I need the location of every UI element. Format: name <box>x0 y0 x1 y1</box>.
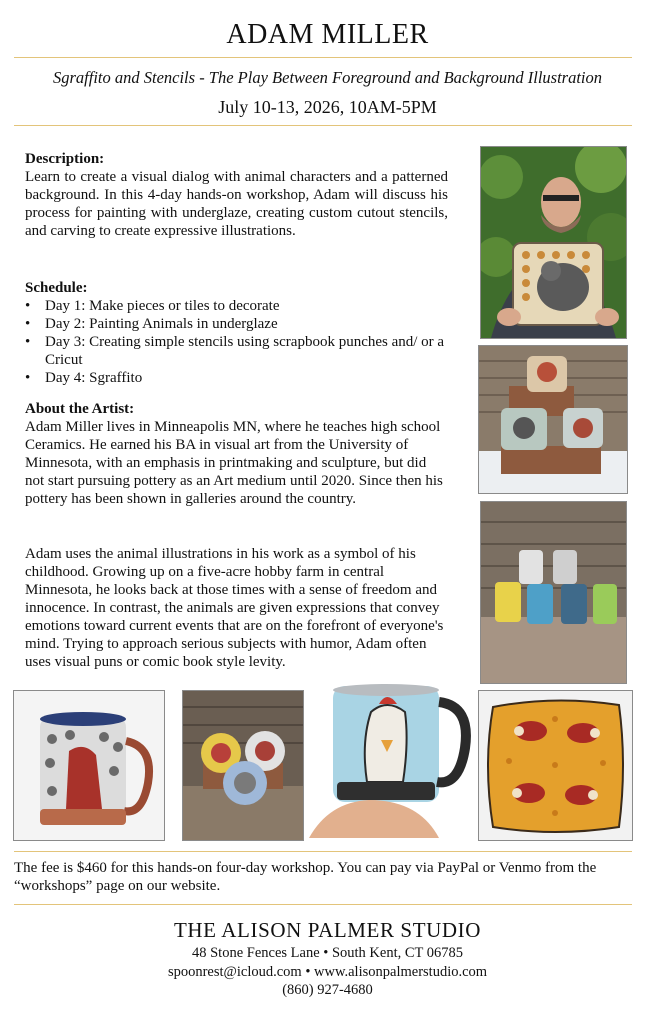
schedule-section <box>25 279 448 387</box>
description-heading: Description: <box>25 151 105 167</box>
divider-top <box>14 57 632 58</box>
description-section <box>25 150 448 240</box>
rooster-plate-photo <box>478 690 633 841</box>
workshop-title: Sgraffito and Stencils - The Play Between Foreground and Background Illustration <box>52 68 602 87</box>
divider-fee-bottom <box>14 904 632 905</box>
divider-fee-top <box>14 851 632 852</box>
stacked-cups-photo <box>478 345 628 494</box>
artist-portrait-photo <box>480 146 627 339</box>
about-paragraph-2: Adam uses the animal illustrations in his work as a symbol of his childhood. Growing up on a five-acre hobby farm in central Minnesota, he looks back at those times with a sense of freedom and innocence. In contrast, the animals are given expressions that convey emotions toward current events that are on the forefront of everyone's mind. Trying to approach serious subjects with humor, Adam often uses visual puns or comic book style levity. <box>25 546 444 670</box>
plates-on-bench-photo <box>182 690 304 841</box>
schedule-heading: Schedule: <box>25 280 88 296</box>
artist-name: ADAM MILLER <box>226 19 429 50</box>
about-paragraph-2-block <box>25 545 448 671</box>
schedule-list <box>25 297 448 387</box>
schedule-item: • Day 1: Make pieces or tiles to decorate <box>25 297 448 315</box>
about-paragraph-1: Adam Miller lives in Minneapolis MN, where he teaches high school Ceramics. He earned his BA in visual art from the University of Minnesota, with an emphasis in printmaking and sculpture, but did not start pursuing pottery as an Art medium until 2020. Since then his pottery has been shown in galleries around the country. <box>25 419 443 507</box>
rooster-mug-photo <box>13 690 165 841</box>
divider-header <box>14 125 632 126</box>
studio-phone: (860) 927-4680 <box>282 982 373 998</box>
studio-name: THE ALISON PALMER STUDIO <box>173 918 482 942</box>
studio-contact: spoonrest@icloud.com • www.alisonpalmerstudio.com <box>167 964 488 980</box>
about-section <box>25 400 448 508</box>
hand-held-rooster-mug-photo <box>309 682 471 838</box>
description-text: Learn to create a visual dialog with animal characters and a patterned background. In this 4-day hands-on workshop, Adam will discuss his process for painting with underglaze, creating custom cutout stencils, and carving to create expressive illustrations. <box>25 169 448 239</box>
workshop-dates: July 10-13, 2026, 10AM-5PM <box>218 97 437 117</box>
about-heading: About the Artist: <box>25 401 135 417</box>
fee-text: The fee is $460 for this hands-on four-day workshop. You can pay via PayPal or Venmo from the “workshops” page on our website. <box>14 860 597 894</box>
schedule-item: • Day 4: Sgraffito <box>25 369 448 387</box>
schedule-item: • Day 2: Painting Animals in underglaze <box>25 315 448 333</box>
cups-on-bench-photo <box>480 501 627 684</box>
studio-address: 48 Stone Fences Lane • South Kent, CT 06785 <box>191 945 464 961</box>
schedule-item: • Day 3: Creating simple stencils using scrapbook punches and/ or a Cricut <box>25 333 448 369</box>
